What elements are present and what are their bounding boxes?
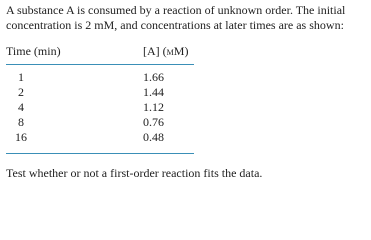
question-text: Test whether or not a first-order reaction fits the data. bbox=[6, 166, 263, 180]
table-bottom-rule bbox=[6, 153, 194, 154]
problem-statement-line-2: concentration is 2 mM, and concentrations at later times are as shown: bbox=[6, 18, 344, 32]
column-header-concentration: [A] (mM) bbox=[143, 44, 189, 58]
column-header-time: Time (min) bbox=[6, 44, 61, 58]
time-cell: 1 bbox=[18, 70, 24, 84]
table-row bbox=[6, 130, 194, 145]
time-cell: 8 bbox=[18, 115, 24, 129]
problem-statement-line-1: A substance A is consumed by a reaction of unknown order. The initial bbox=[6, 3, 346, 17]
table-row bbox=[6, 115, 194, 130]
table-row bbox=[6, 70, 194, 85]
table-body bbox=[6, 70, 194, 145]
concentration-cell: 1.66 bbox=[143, 70, 164, 84]
table-row bbox=[6, 85, 194, 100]
table-header-row bbox=[6, 44, 194, 59]
table-row bbox=[6, 100, 194, 115]
time-cell: 4 bbox=[18, 100, 24, 114]
time-cell: 16 bbox=[15, 130, 27, 144]
concentration-cell: 0.76 bbox=[143, 115, 164, 129]
concentration-cell: 0.48 bbox=[143, 130, 164, 144]
concentration-table bbox=[6, 44, 194, 144]
concentration-cell: 1.12 bbox=[143, 100, 164, 114]
time-cell: 2 bbox=[18, 85, 24, 99]
concentration-cell: 1.44 bbox=[143, 85, 164, 99]
table-top-rule bbox=[6, 64, 194, 65]
problem-statement bbox=[6, 3, 368, 33]
